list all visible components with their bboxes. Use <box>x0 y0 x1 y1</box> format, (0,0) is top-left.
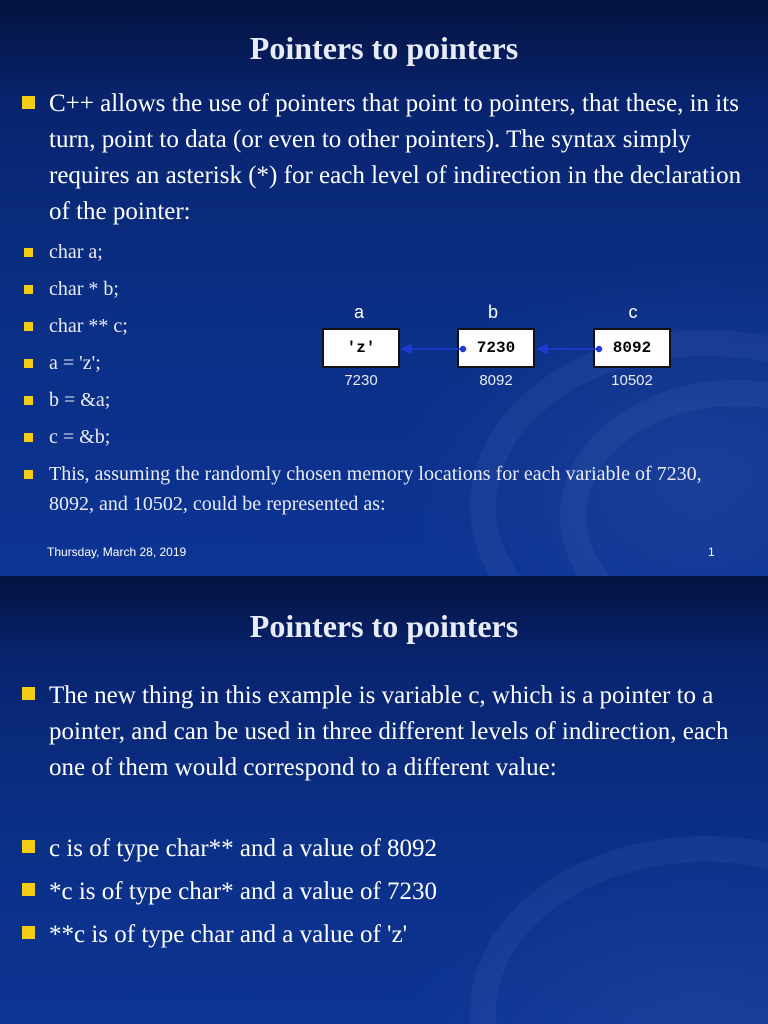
bullet-marker <box>22 840 35 853</box>
memory-box-b: 7230 <box>457 328 535 368</box>
memory-address-b: 8092 <box>479 372 513 389</box>
code-line: c = &b; <box>49 426 111 448</box>
variable-name-c: c <box>628 302 638 322</box>
arrow-head-icon <box>538 345 547 353</box>
memory-address-a: 7230 <box>344 372 378 389</box>
outro-text: This, assuming the randomly chosen memory locations for each variable of 7230, 8092, and 10502, could be represented as: <box>49 463 702 515</box>
memory-box-c: 8092 <box>593 328 671 368</box>
code-line: char ** c; <box>49 315 128 337</box>
bullet-text: *c is of type char* and a value of 7230 <box>49 878 438 905</box>
memory-address-c: 10502 <box>611 372 653 389</box>
pointer-dot-icon <box>597 347 602 352</box>
code-line: char a; <box>49 241 103 263</box>
slide-2 <box>0 576 768 1024</box>
bullet-text: c is of type char** and a value of 8092 <box>49 835 438 862</box>
memory-box-a: 'z' <box>322 328 400 368</box>
bullet-text: The new thing in this example is variable c, which is a pointer to a pointer, and can be used in three different levels of indirection, each one of them would correspond to a different value: <box>49 682 729 781</box>
footer-date: Thursday, March 28, 2019 <box>47 545 187 559</box>
bullet-text: **c is of type char and a value of 'z' <box>49 921 408 948</box>
variable-name-a: a <box>353 302 364 322</box>
code-line: a = 'z'; <box>49 352 101 374</box>
intro-text: C++ allows the use of pointers that point to pointers, that these, in its turn, point to data (or even to other pointers). The syntax simply requires an asterisk (*) for each level of indirection in the declaration of the pointer: <box>49 90 742 225</box>
pointer-dot-icon <box>461 347 466 352</box>
bullet-marker <box>22 687 35 700</box>
page-number: 1 <box>708 545 715 559</box>
arrow-head-icon <box>402 345 411 353</box>
bullet-marker <box>22 883 35 896</box>
variable-name-b: b <box>487 302 498 322</box>
bullet-marker <box>22 926 35 939</box>
slide-title: Pointers to pointers <box>249 30 519 66</box>
code-line: b = &a; <box>49 389 111 411</box>
code-line: char * b; <box>49 278 119 300</box>
slide-title: Pointers to pointers <box>249 608 519 644</box>
